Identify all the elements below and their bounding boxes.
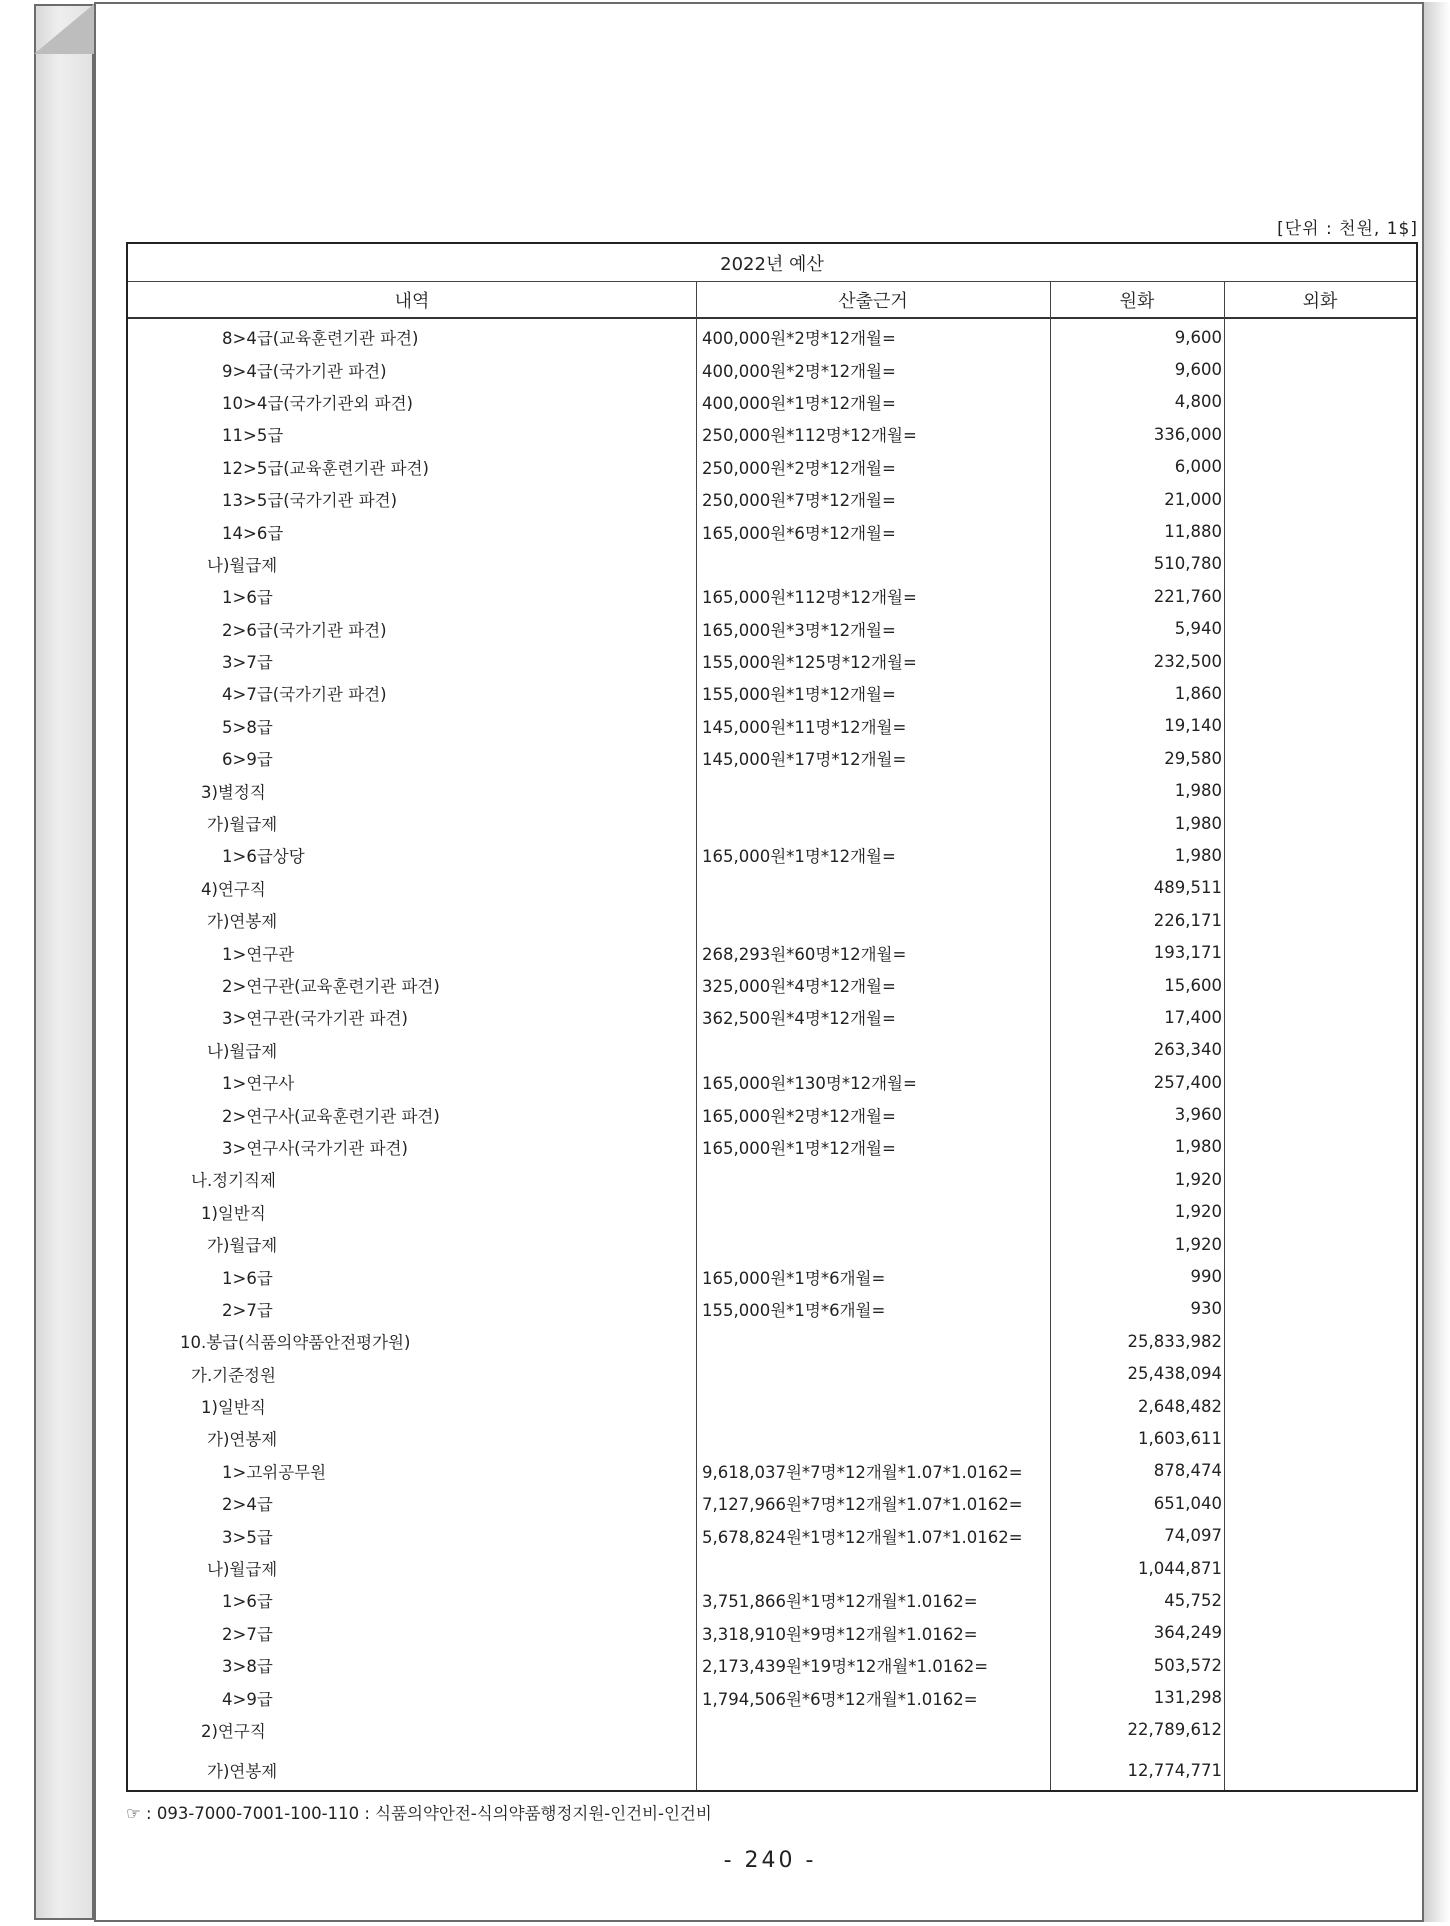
row-calculation-basis: 400,000원*1명*12개월= (702, 393, 896, 413)
page-edge-shadow (1424, 2, 1450, 1922)
row-description: 4>9급 (222, 1689, 273, 1709)
row-description: 9>4급(국가기관 파견) (222, 361, 387, 381)
row-calculation-basis: 165,000원*2명*12개월= (702, 1106, 896, 1126)
row-krw-amount: 221,760 (1153, 586, 1222, 606)
row-krw-amount: 930 (1190, 1299, 1222, 1319)
row-krw-amount: 45,752 (1164, 1590, 1222, 1610)
row-calculation-basis: 250,000원*7명*12개월= (702, 491, 896, 511)
table-row (128, 677, 1416, 709)
table-row (128, 451, 1416, 483)
row-description: 2>6급(국가기관 파견) (222, 620, 387, 640)
row-calculation-basis: 5,678,824원*1명*12개월*1.07*1.0162= (702, 1527, 1023, 1547)
row-krw-amount: 19,140 (1164, 716, 1222, 736)
table-row (128, 1746, 1416, 1794)
row-krw-amount: 11,880 (1164, 522, 1222, 542)
table-row (128, 1163, 1416, 1195)
row-calculation-basis: 165,000원*6명*12개월= (702, 523, 896, 543)
row-calculation-basis: 155,000원*125명*12개월= (702, 653, 917, 673)
table-row (128, 1196, 1416, 1228)
row-description: 1>6급 (222, 588, 273, 608)
row-krw-amount: 226,171 (1153, 910, 1222, 930)
row-description: 12>5급(교육훈련기관 파견) (222, 458, 429, 478)
row-krw-amount: 1,860 (1174, 683, 1222, 703)
row-krw-amount: 3,960 (1174, 1105, 1222, 1125)
row-description: 1>연구관 (222, 944, 295, 964)
row-description: 10.봉급(식품의약품안전평가원) (180, 1333, 411, 1353)
table-row (128, 353, 1416, 385)
row-krw-amount: 1,603,611 (1138, 1428, 1222, 1448)
table-row (128, 1617, 1416, 1649)
row-calculation-basis: 1,794,506원*6명*12개월*1.0162= (702, 1689, 978, 1709)
row-calculation-basis: 400,000원*2명*12개월= (702, 329, 896, 349)
row-calculation-basis: 7,127,966원*7명*12개월*1.07*1.0162= (702, 1495, 1023, 1515)
row-description: 2)연구직 (201, 1721, 266, 1741)
table-body (128, 321, 1416, 1794)
year-header: 2022년 예산 (128, 244, 1416, 282)
row-description: 나)월급제 (207, 1041, 278, 1061)
row-description: 2>7급 (222, 1300, 273, 1320)
table-row (128, 1681, 1416, 1713)
table-row (128, 1649, 1416, 1681)
table-row (128, 1131, 1416, 1163)
row-krw-amount: 131,298 (1153, 1688, 1222, 1708)
row-description: 가)월급제 (207, 1236, 278, 1256)
row-description: 3>연구관(국가기관 파견) (222, 1009, 408, 1029)
row-description: 가.기준정원 (191, 1365, 276, 1385)
row-description: 1)일반직 (201, 1203, 266, 1223)
row-krw-amount: 1,980 (1174, 781, 1222, 801)
row-calculation-basis: 165,000원*1명*12개월= (702, 1138, 896, 1158)
row-description: 1>6급상당 (222, 847, 305, 867)
row-calculation-basis: 165,000원*1명*12개월= (702, 847, 896, 867)
row-krw-amount: 364,249 (1153, 1623, 1222, 1643)
row-description: 2>4급 (222, 1495, 273, 1515)
row-calculation-basis: 268,293원*60명*12개월= (702, 944, 907, 964)
row-description: 가)연봉제 (207, 1762, 278, 1782)
row-description: 2>연구사(교육훈련기관 파견) (222, 1106, 440, 1126)
table-row (128, 839, 1416, 871)
col-header-desc: 내역 (128, 282, 696, 319)
table-row (128, 1228, 1416, 1260)
row-description: 가)연봉제 (207, 912, 278, 932)
row-krw-amount: 510,780 (1153, 554, 1222, 574)
row-calculation-basis: 145,000원*17명*12개월= (702, 750, 907, 770)
row-calculation-basis: 165,000원*130명*12개월= (702, 1074, 917, 1094)
row-description: 4>7급(국가기관 파견) (222, 685, 387, 705)
row-krw-amount: 990 (1190, 1267, 1222, 1287)
row-description: 1>6급 (222, 1268, 273, 1288)
row-calculation-basis: 145,000원*11명*12개월= (702, 717, 907, 737)
row-description: 3>5급 (222, 1527, 273, 1547)
row-description: 14>6급 (222, 523, 284, 543)
row-krw-amount: 1,920 (1174, 1202, 1222, 1222)
row-description: 3>7급 (222, 653, 273, 673)
table-row (128, 515, 1416, 547)
row-calculation-basis: 3,751,866원*1명*12개월*1.0162= (702, 1592, 978, 1612)
table-row (128, 1066, 1416, 1098)
row-krw-amount: 651,040 (1153, 1493, 1222, 1513)
row-description: 8>4급(교육훈련기관 파견) (222, 329, 419, 349)
table-row (128, 1358, 1416, 1390)
row-krw-amount: 1,980 (1174, 845, 1222, 865)
table-row (128, 904, 1416, 936)
page-number: - 240 - (723, 1848, 817, 1873)
row-calculation-basis: 165,000원*3명*12개월= (702, 620, 896, 640)
row-calculation-basis: 9,618,037원*7명*12개월*1.07*1.0162= (702, 1462, 1023, 1482)
row-calculation-basis: 250,000원*112명*12개월= (702, 426, 917, 446)
table-row (128, 1260, 1416, 1292)
table-row (128, 483, 1416, 515)
row-description: 1)일반직 (201, 1398, 266, 1418)
row-krw-amount: 15,600 (1164, 975, 1222, 995)
row-krw-amount: 1,920 (1174, 1169, 1222, 1189)
row-krw-amount: 9,600 (1174, 327, 1222, 347)
row-krw-amount: 29,580 (1164, 748, 1222, 768)
col-header-basis: 산출근거 (696, 282, 1050, 319)
row-krw-amount: 74,097 (1164, 1526, 1222, 1546)
col-header-fx: 외화 (1224, 282, 1416, 319)
row-krw-amount: 22,789,612 (1127, 1720, 1222, 1740)
row-description: 가)연봉제 (207, 1430, 278, 1450)
row-calculation-basis: 155,000원*1명*6개월= (702, 1300, 886, 1320)
table-row (128, 1584, 1416, 1616)
table-row (128, 1422, 1416, 1454)
col-header-krw: 원화 (1050, 282, 1224, 319)
row-calculation-basis: 325,000원*4명*12개월= (702, 977, 896, 996)
table-row (128, 580, 1416, 612)
book-spine-corner (34, 4, 94, 54)
row-description: 2>7급 (222, 1624, 273, 1644)
row-krw-amount: 503,572 (1153, 1655, 1222, 1675)
row-description: 5>8급 (222, 717, 273, 737)
row-krw-amount: 25,438,094 (1127, 1364, 1222, 1384)
row-description: 1>연구사 (222, 1074, 295, 1094)
table-row (128, 1714, 1416, 1746)
row-krw-amount: 193,171 (1153, 943, 1222, 963)
table-row (128, 710, 1416, 742)
budget-table (126, 242, 1418, 1792)
row-krw-amount: 25,833,982 (1127, 1331, 1222, 1351)
table-row (128, 1455, 1416, 1487)
row-description: 6>9급 (222, 750, 273, 770)
table-row (128, 321, 1416, 353)
budget-code-footnote: ☞ : 093-7000-7001-100-110 : 식품의약안전-식의약품행정지원-인건비-인건비 (126, 1804, 712, 1823)
row-description: 나.정기직제 (191, 1171, 276, 1191)
unit-label: [단위 : 천원, 1$] (1277, 219, 1418, 239)
row-krw-amount: 1,980 (1174, 1137, 1222, 1157)
row-krw-amount: 878,474 (1153, 1461, 1222, 1481)
table-row (128, 872, 1416, 904)
row-description: 13>5급(국가기관 파견) (222, 491, 398, 511)
row-description: 1>고위공무원 (222, 1462, 327, 1482)
row-description: 3>연구사(국가기관 파견) (222, 1138, 408, 1158)
row-description: 2>연구관(교육훈련기관 파견) (222, 977, 440, 996)
table-row (128, 645, 1416, 677)
row-description: 3>8급 (222, 1657, 273, 1677)
table-row (128, 969, 1416, 1001)
table-row (128, 742, 1416, 774)
table-row (128, 386, 1416, 418)
row-description: 가)월급제 (207, 815, 278, 835)
row-calculation-basis: 155,000원*1명*12개월= (702, 685, 896, 705)
row-krw-amount: 9,600 (1174, 360, 1222, 380)
row-calculation-basis: 362,500원*4명*12개월= (702, 1009, 896, 1029)
row-calculation-basis: 3,318,910원*9명*12개월*1.0162= (702, 1624, 978, 1644)
table-row (128, 1293, 1416, 1325)
table-row (128, 807, 1416, 839)
table-row (128, 774, 1416, 806)
table-row (128, 1552, 1416, 1584)
row-krw-amount: 257,400 (1153, 1072, 1222, 1092)
row-description: 4)연구직 (201, 879, 266, 899)
table-row (128, 936, 1416, 968)
row-krw-amount: 336,000 (1153, 424, 1222, 444)
row-krw-amount: 232,500 (1153, 651, 1222, 671)
row-description: 1>6급 (222, 1592, 273, 1612)
table-row (128, 1487, 1416, 1519)
table-row (128, 1001, 1416, 1033)
row-krw-amount: 6,000 (1174, 457, 1222, 477)
row-krw-amount: 1,920 (1174, 1234, 1222, 1254)
table-row (128, 1034, 1416, 1066)
row-calculation-basis: 165,000원*112명*12개월= (702, 588, 917, 608)
row-krw-amount: 489,511 (1153, 878, 1222, 898)
row-calculation-basis: 250,000원*2명*12개월= (702, 458, 896, 478)
row-description: 나)월급제 (207, 1560, 278, 1580)
table-row (128, 1098, 1416, 1130)
row-calculation-basis: 2,173,439원*19명*12개월*1.0162= (702, 1657, 989, 1677)
row-calculation-basis: 165,000원*1명*6개월= (702, 1268, 886, 1288)
table-row (128, 418, 1416, 450)
row-krw-amount: 21,000 (1164, 489, 1222, 509)
table-row (128, 1519, 1416, 1551)
row-krw-amount: 2,648,482 (1138, 1396, 1222, 1416)
row-krw-amount: 4,800 (1174, 392, 1222, 412)
table-row (128, 1390, 1416, 1422)
table-row (128, 548, 1416, 580)
table-row (128, 1325, 1416, 1357)
row-description: 11>5급 (222, 426, 284, 446)
row-krw-amount: 1,980 (1174, 813, 1222, 833)
row-krw-amount: 1,044,871 (1138, 1558, 1222, 1578)
row-description: 10>4급(국가기관외 파견) (222, 393, 413, 413)
table-row (128, 613, 1416, 645)
row-krw-amount: 5,940 (1174, 619, 1222, 639)
row-krw-amount: 12,774,771 (1127, 1760, 1222, 1780)
row-description: 나)월급제 (207, 555, 278, 575)
row-calculation-basis: 400,000원*2명*12개월= (702, 361, 896, 381)
row-description: 3)별정직 (201, 782, 266, 802)
row-krw-amount: 263,340 (1153, 1040, 1222, 1060)
book-spine (34, 4, 94, 1920)
row-krw-amount: 17,400 (1164, 1007, 1222, 1027)
